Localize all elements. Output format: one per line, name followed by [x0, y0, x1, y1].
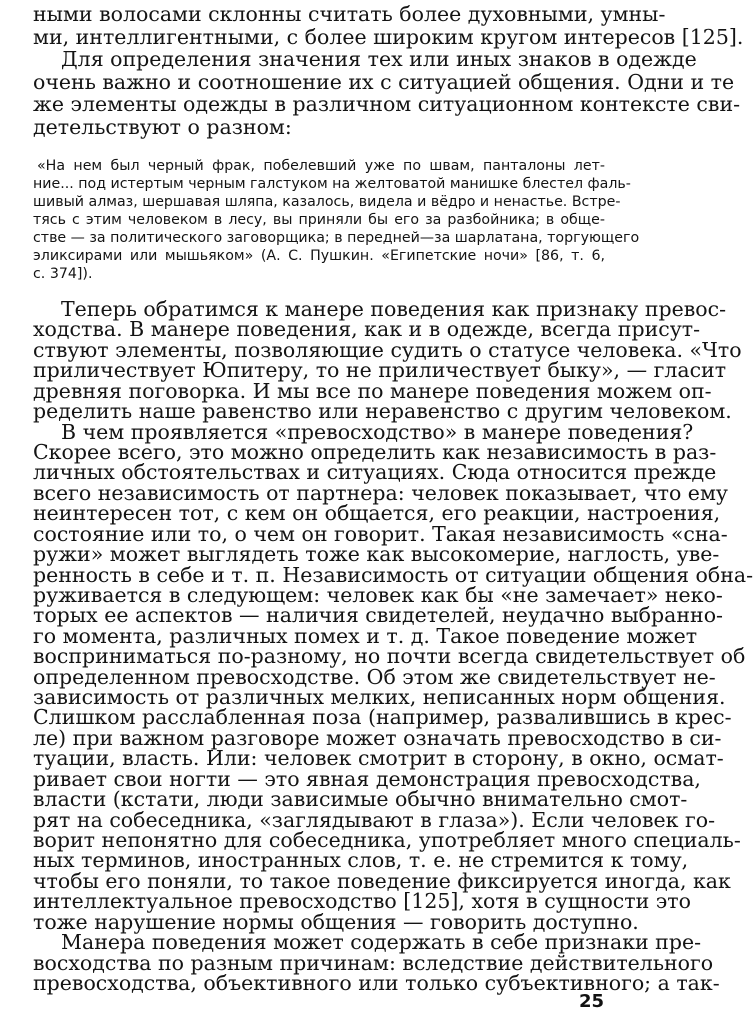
- quote-line: «На нем был черный фрак, побелевший уже по швам, панталоны лет-: [37, 158, 605, 174]
- text-line: ными волосами склонны считать более духовными, умны-: [33, 2, 666, 26]
- text-line: зависимость от различных мелких, неписанных норм общения.: [33, 685, 726, 709]
- text-line: тоже нарушение нормы общения — говорить доступно.: [33, 910, 639, 934]
- text-line: Для определения значения тех или иных знаков в одежде: [61, 47, 697, 71]
- text-line: В чем проявляется «превосходство» в манере поведения?: [61, 420, 694, 444]
- text-line: рят на собеседника, «заглядывают в глаза»). Если человек го-: [33, 808, 716, 832]
- quote-line: эликсирами или мышьяком» (А. С. Пушкин. «Египетские ночи» [86, т. 6,: [33, 248, 605, 264]
- text-line: интеллектуальное превосходство [125], хотя в сущности это: [33, 889, 691, 913]
- text-line: ствуют элементы, позволяющие судить о статусе человека. «Что: [33, 338, 742, 362]
- text-line: всего независимость от партнера: человек показывает, что ему: [33, 481, 728, 505]
- text-line: власти (кстати, люди зависимые обычно внимательно смот-: [33, 787, 688, 811]
- text-line: неинтересен тот, с кем он общается, его реакции, настроения,: [33, 501, 721, 525]
- text-line: Теперь обратимся к манере поведения как признаку превос-: [61, 297, 727, 321]
- quote-line: стве — за политического заговорщика; в передней—за шарлатана, торгующего: [33, 230, 640, 246]
- text-line: детельствуют о разном:: [33, 115, 292, 139]
- quote-line: шивый алмаз, шершавая шляпа, казалось, видела и вёдро и ненастье. Встре-: [33, 194, 621, 210]
- text-line: го момента, различных помех и т. д. Такое поведение может: [33, 624, 698, 648]
- text-line: Манера поведения может содержать в себе признаки пре-: [61, 930, 702, 954]
- text-line: ривает свои ногти — это явная демонстрация превосходства,: [33, 767, 701, 791]
- quote-line: с. 374]).: [33, 266, 93, 282]
- text-line: древняя поговорка. И мы все по манере поведения можем оп-: [33, 379, 712, 403]
- text-line: чтобы его поняли, то такое поведение фиксируется иногда, как: [33, 869, 731, 893]
- text-line: ных терминов, иностранных слов, т. е. не стремится к тому,: [33, 848, 689, 872]
- text-line: ределить наше равенство или неравенство с другим человеком.: [33, 399, 732, 423]
- text-line: личных обстоятельствах и ситуациях. Сюда относится прежде: [33, 460, 717, 484]
- text-line: ходства. В манере поведения, как и в одежде, всегда присут-: [33, 317, 701, 341]
- text-line: ле) при важном разговоре может означать превосходство в си-: [33, 726, 722, 750]
- text-line: ружи» может выглядеть тоже как высокомерие, наглость, уве-: [33, 542, 720, 566]
- text-line: ворит непонятно для собеседника, употребляет много специаль-: [33, 828, 741, 852]
- text-line: определенном превосходстве. Об этом же свидетельствует не-: [33, 665, 716, 689]
- text-line: очень важно и соотношение их с ситуацией общения. Одни и те: [33, 70, 735, 94]
- page-number: 25: [578, 991, 604, 1012]
- text-line: ренность в себе и т. п. Независимость от ситуации общения обна-: [33, 563, 753, 587]
- quote-line: тясь с этим человеком в лесу, вы приняли бы его за разбойника; в обще-: [33, 212, 605, 228]
- text-line: состояние или то, о чем он говорит. Такая независимость «сна-: [33, 522, 728, 546]
- text-line: восприниматься по-разному, но почти всегда свидетельствует об: [33, 644, 746, 668]
- text-line: превосходства, объективного или только субъективного; а так-: [33, 971, 720, 995]
- text-line: туации, власть. Или: человек смотрит в сторону, в окно, осмат-: [33, 746, 724, 770]
- text-line: же элементы одежды в различном ситуационном контексте сви-: [33, 92, 741, 116]
- text-line: приличествует Юпитеру, то не приличествует быку», — гласит: [33, 358, 727, 382]
- text-line: восходства по разным причинам: вследствие действительного: [33, 951, 714, 975]
- text-line: ми, интеллигентными, с более широким кругом интересов [125].: [33, 25, 744, 49]
- text-line: Слишком расслабленная поза (например, развалившись в крес-: [33, 705, 732, 729]
- quote-line: ние... под истертым черным галстуком на желтоватой манишке блестел фаль-: [33, 176, 631, 192]
- text-line: руживается в следующем: человек как бы «не замечает» неко-: [33, 583, 723, 607]
- text-line: Скорее всего, это можно определить как независимость в раз-: [33, 440, 717, 464]
- text-line: торых ее аспектов — наличия свидетелей, неудачно выбранно-: [33, 603, 723, 627]
